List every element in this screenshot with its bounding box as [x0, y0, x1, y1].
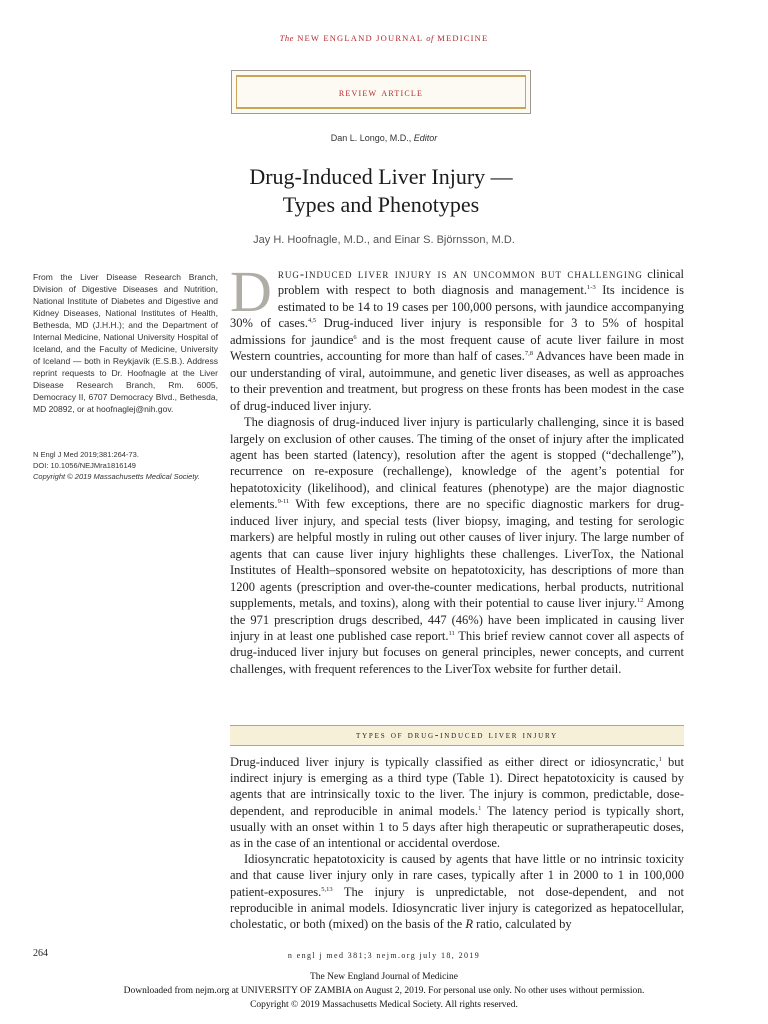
text-run: Advances have been made in our understanding of viral, autoimmune, and genetic liver diseases, as well as approaches to their prevention and treatment, but progress on these fronts has been modest in the case of drug-induced liver injury.: [230, 349, 684, 413]
lead-in: rug-induced liver injury is an uncommon but challenging: [277, 267, 643, 281]
citation-reference: N Engl J Med 2019;381:264-73.: [33, 450, 139, 459]
masthead-of: of: [426, 33, 434, 43]
editor-line: [0, 133, 768, 143]
reference-marker: 12: [637, 597, 644, 605]
text-run: The injury is unpredictable, not dose-dependent, and not reproducible in animal models. Idiosyncratic liver injury is categorized as hepatocellular, cholestatic, or both (mixed) on the basis of the: [230, 884, 684, 932]
editor-role: Editor: [413, 133, 438, 143]
text-run: The latency period is typically short, usually with an onset within 1 to 5 days after high therapeutic or supratherapeutic doses, as in the case of an intentional or accidental overdose.: [230, 803, 684, 851]
page-number: 264: [33, 948, 48, 959]
download-notice: [0, 970, 768, 1012]
notice-copyright: Copyright © 2019 Massachusetts Medical Society. All rights reserved.: [250, 1000, 518, 1010]
notice-title: The New England Journal of Medicine: [310, 972, 458, 982]
section-heading: types of drug-induced liver injury: [230, 725, 684, 746]
notice-download: Downloaded from nejm.org at UNIVERSITY OF ZAMBIA on August 2, 2019. For personal use only. No other uses without permission.: [123, 986, 645, 996]
r-ratio-symbol: R: [465, 917, 473, 932]
reference-marker: 6: [353, 333, 357, 341]
text-run: and is the most frequent cause of acute liver failure in most Western countries, accounting for more than half of cases.: [230, 332, 684, 364]
paragraph-1: [230, 259, 684, 414]
reference-marker: 1: [658, 756, 662, 763]
text-run: ratio, calculated by: [473, 917, 572, 932]
masthead-medicine: MEDICINE: [437, 33, 489, 43]
reference-marker: 7,8: [524, 350, 534, 358]
article-type-box: [231, 70, 531, 114]
article-title: Drug-Induced Liver Injury — Types and Phenotypes: [249, 164, 513, 217]
reference-marker: 4,5: [307, 317, 317, 325]
text-run: Drug-induced liver injury is responsible for 3 to 5% of hospital admissions for jaundice: [230, 316, 684, 347]
reference-marker: 5,13: [321, 885, 333, 893]
types-section-text: [230, 754, 684, 932]
article-type-label: review article: [236, 75, 526, 109]
reference-marker: 1-3: [587, 284, 596, 292]
text-run: clinical problem with respect to both diagnosis and management.: [277, 267, 684, 298]
author-affiliations: From the Liver Disease Research Branch, Division of Digestive Diseases and Nutrition, National Institute of Diabetes and Digestive and Kidney Diseases, National Institutes of Health, Bethesda, MD (J.H.H.); and the Department of Internal Medicine, National University Hospital of Iceland, and the Faculty of Medicine, University of Iceland — both in Reykjavík (E.S.B.). Address reprint requests to Dr. Hoofnagle at the Liver Disease Research Branch, Rm. 6005, Democracy II, 6707 Democracy Blvd., Bethesda, MD 20892, or at hoofnaglej@nih.gov.: [33, 272, 218, 414]
intro-text: [230, 259, 685, 677]
text-run: This brief review cannot cover all aspects of drug-induced liver injury but focuses on general principles, newer concepts, and current challenges, with frequent references to the LiverTox website for further detail.: [230, 628, 684, 676]
text-run: With few exceptions, there are no specific diagnostic markers for drug-induced liver injury, and special tests (liver biopsy, imaging, and testing for serologic markers) are helpful mostly in ruling out other causes of liver injury. The large number of agents that can cause liver injury highlights these challenges. LiverTox, the National Institutes of Health–sponsored website on hepatotoxicity, has descriptions of more than 1200 agents (prescription and over-the-counter medications, herbal products, nutritional supplements, metals, and toxins), along with their potential to cause liver injury.: [230, 497, 684, 611]
reference-marker: 11: [448, 629, 455, 637]
text-run: Idiosyncratic hepatotoxicity is caused by agents that have little or no intrinsic toxicity and that cause liver injury only in rare cases, typically after 1 in 2000 to 1 in 100,000 patient-exposures.: [230, 852, 684, 899]
journal-masthead: [0, 33, 768, 43]
editor-name: Dan L. Longo, M.D.,: [330, 133, 414, 143]
paragraph-4: [230, 851, 684, 932]
drop-cap: D: [230, 259, 272, 324]
footer-journal-line: n engl j med 381;3 nejm.org july 18, 2019: [287, 951, 481, 960]
text-run: The diagnosis of drug-induced liver injury is particularly challenging, since it is based largely on exclusion of other causes. The timing of the onset of injury after the implicated agent has been started (latency), resolution after the agent is stopped (“dechallenge”), recurrence on re-exposure (rechallenge), knowledge of the agent’s potential for hepatotoxicity (likelihood), and clinical features (phenotype) are the major diagnostic elements.: [230, 415, 684, 512]
masthead-journal-name: NEW ENGLAND JOURNAL: [297, 33, 423, 43]
paragraph-3: [230, 754, 684, 851]
paragraph-2: [230, 414, 684, 677]
text-run: but indirect injury is emerging as a third type (Table 1). Direct hepatotoxicity is caused by agents that are intrinsically toxic to the liver. The injury is common, predictable, dose-dependent, and reproducible in animal models.: [230, 755, 684, 818]
masthead-the: The: [279, 33, 294, 43]
reference-marker: 1: [478, 804, 482, 812]
citation-copyright: Copyright © 2019 Massachusetts Medical Society.: [33, 472, 200, 481]
text-run: Drug-induced liver injury is typically classified as either direct or idiosyncratic,: [230, 755, 659, 769]
citation-doi: DOI: 10.1056/NEJMra1816149: [33, 461, 136, 470]
citation-block: [33, 449, 223, 482]
text-run: Among the 971 prescription drugs described, 447 (46%) have been implicated in causing liver injury in at least one published case report.: [230, 596, 685, 643]
author-list: Jay H. Hoofnagle, M.D., and Einar S. Björnsson, M.D.: [253, 234, 515, 246]
text-run: Its incidence is estimated to be 14 to 19 cases per 100,000 persons, with jaundice accompanying 30% of cases.: [230, 283, 684, 331]
reference-marker: 9-11: [277, 498, 290, 506]
